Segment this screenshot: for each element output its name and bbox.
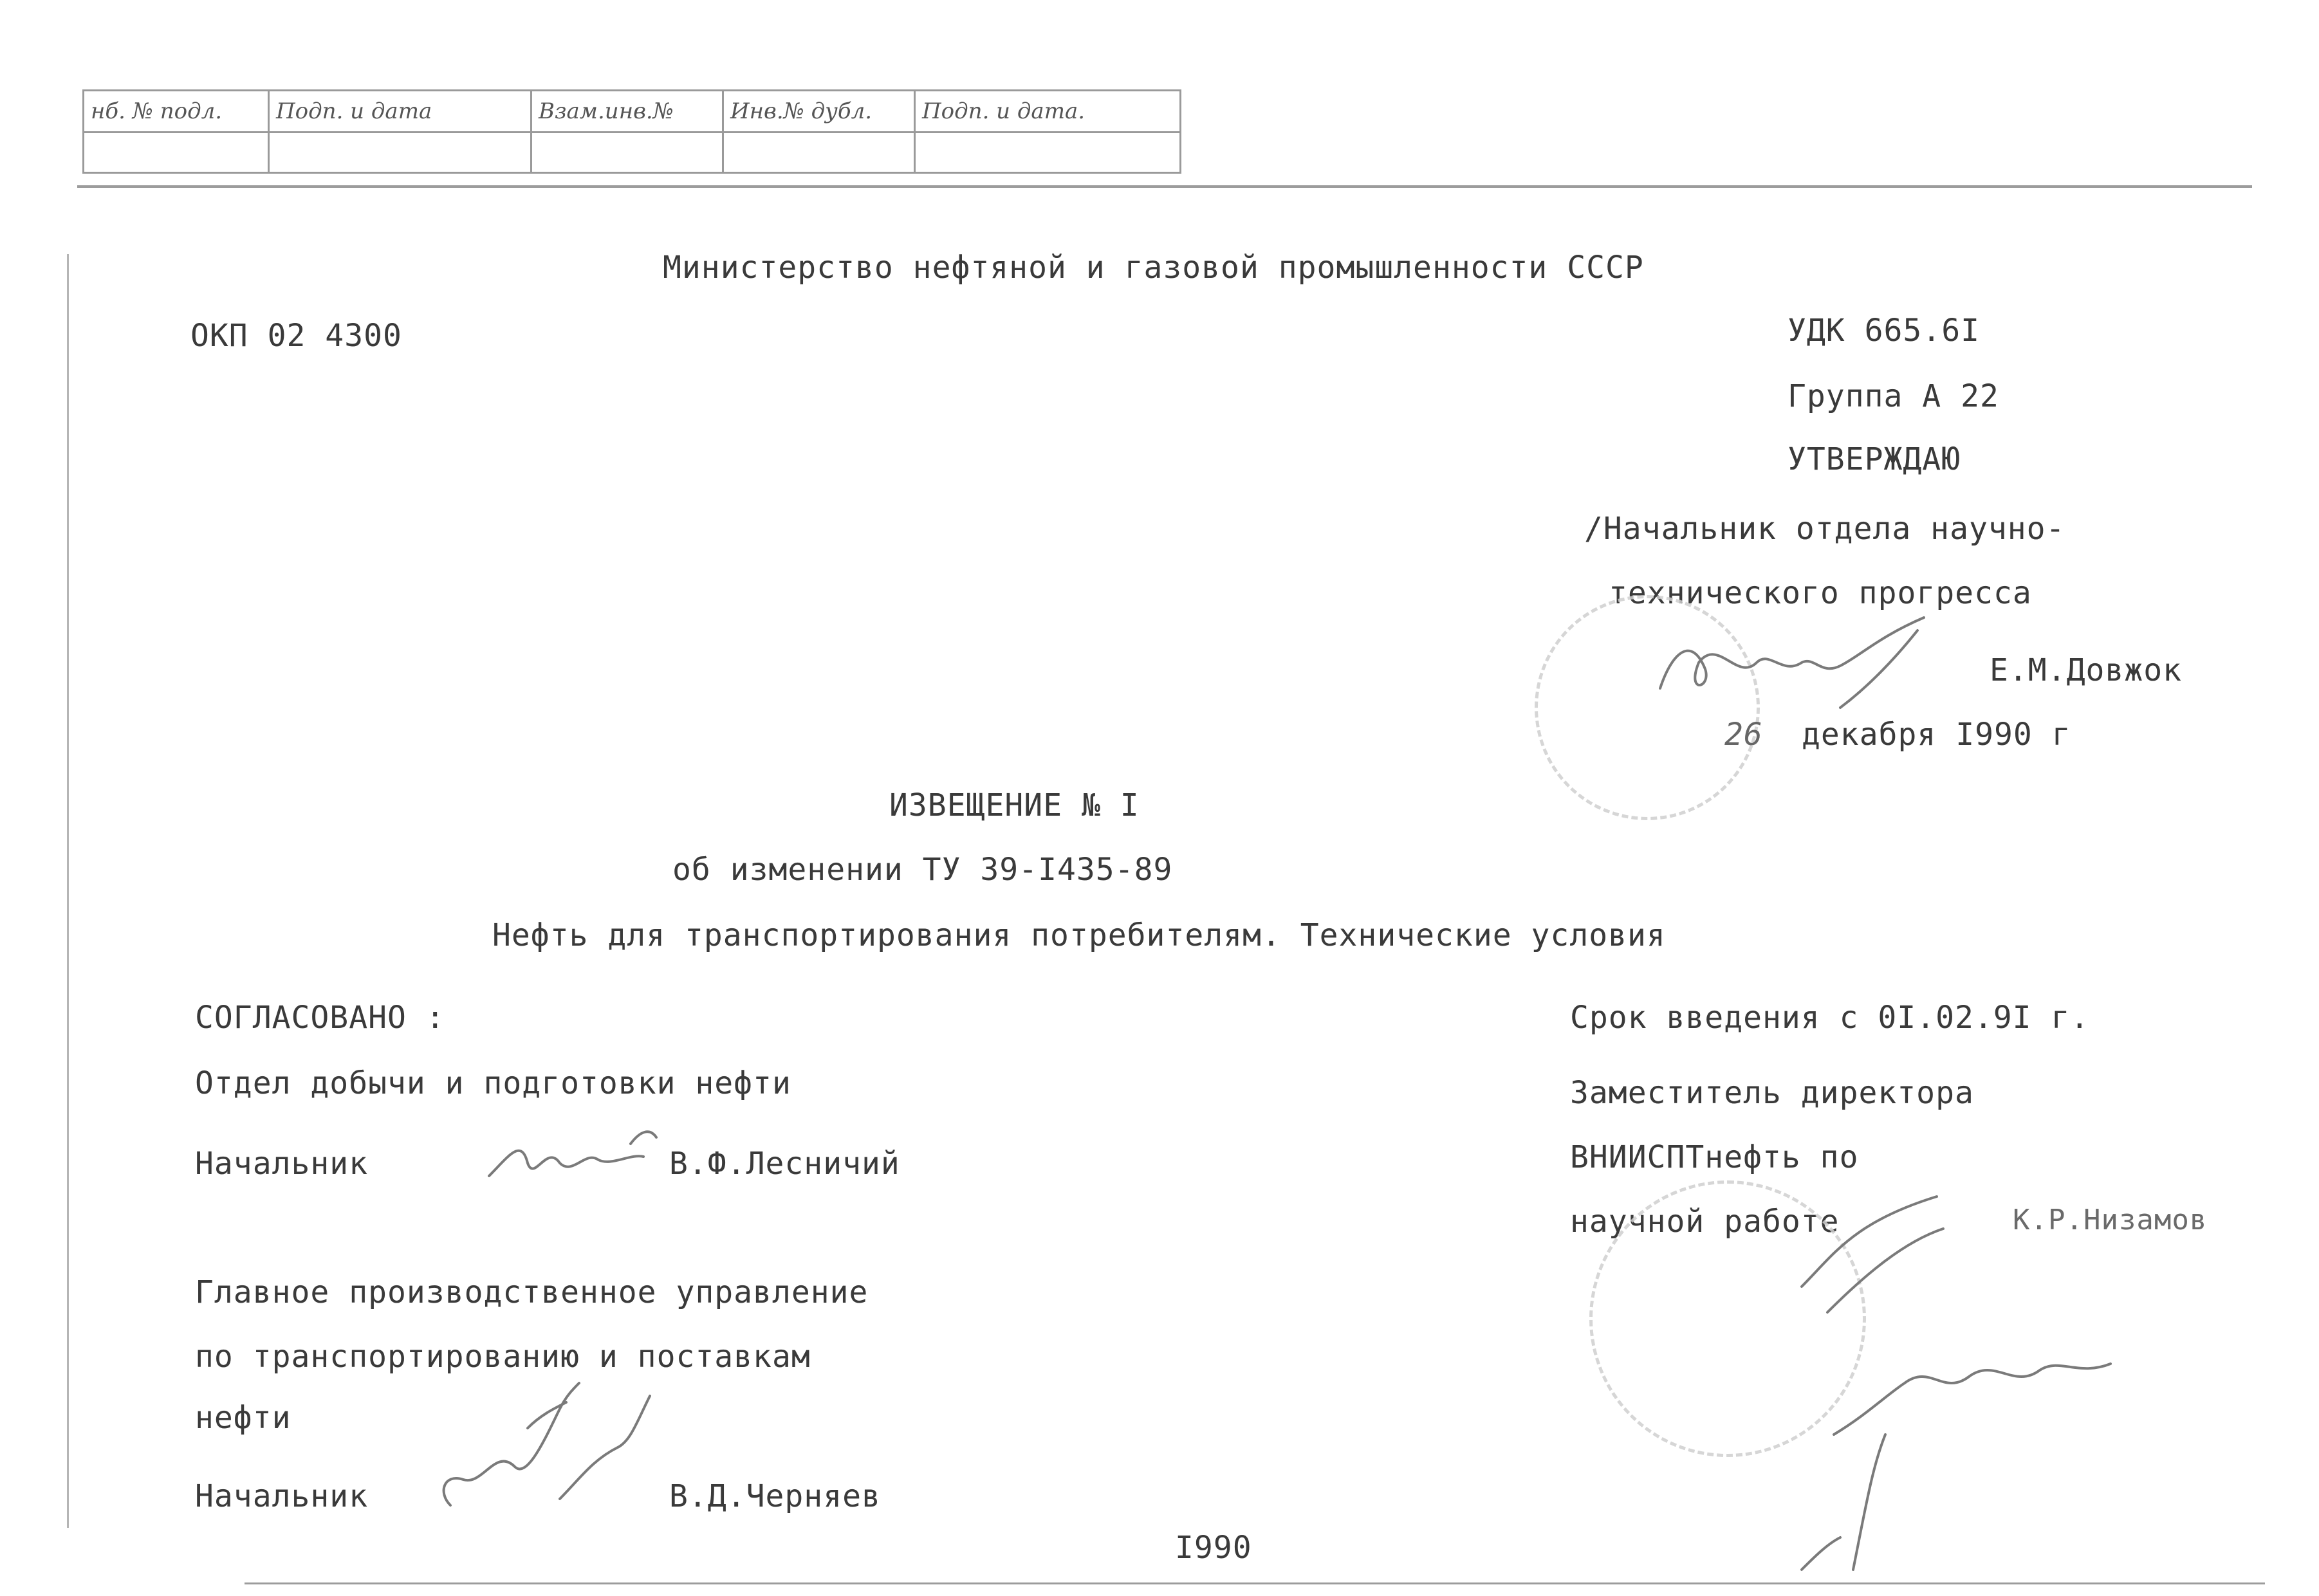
ministry-title: Министерство нефтяной и газовой промышленности СССР — [663, 250, 1644, 286]
approver-position-line1: /Начальник отдела научно- — [1584, 511, 2065, 547]
agreed-dept2-line1: Главное производственное управление — [195, 1274, 869, 1310]
agreed-dept2-line3: нефти — [195, 1400, 291, 1436]
deputy-signature — [1776, 1184, 2162, 1582]
agreed-head2-name: В.Д.Черняев — [669, 1478, 881, 1514]
stamp-cell-inv-orig: нб. № подл. — [84, 91, 269, 133]
top-border-line — [77, 185, 2252, 188]
okp-code: ОКП 02 4300 — [190, 318, 402, 354]
agreed-dept1: Отдел добычи и подготовки нефти — [195, 1065, 791, 1101]
agreed-head1-name: В.Ф.Лесничий — [669, 1146, 900, 1182]
deputy-line1: Заместитель директора — [1570, 1075, 1974, 1111]
document-year: I990 — [1175, 1530, 1252, 1566]
stamp-cell-empty — [269, 133, 531, 173]
agreed-dept2-line2: по транспортированию и поставкам — [195, 1339, 811, 1375]
stamp-cell-sign-date-2: Подп. и дата. — [915, 91, 1181, 133]
agreed-head1-label: Начальник — [195, 1146, 369, 1182]
stamp-cell-empty — [84, 133, 269, 173]
notice-document-name: Нефть для транспортирования потребителям. Технические условия — [492, 917, 1666, 953]
approver-position-line2: технического прогресса — [1609, 575, 2032, 611]
stamp-cell-sign-date: Подп. и дата — [269, 91, 531, 133]
deputy-line3: научной работе — [1570, 1204, 1840, 1240]
deputy-line2: ВНИИСПТнефть по — [1570, 1139, 1859, 1175]
deputy-name: К.Р.Низамов — [2013, 1204, 2208, 1236]
stamp-cell-empty — [915, 133, 1181, 173]
approver-name: Е.М.Довжок — [1990, 652, 2182, 688]
stamp-cell-empty — [531, 133, 723, 173]
stamp-table — [82, 89, 1181, 174]
agreed-label: СОГЛАСОВАНО : — [195, 1000, 445, 1036]
stamp-cell-replace-inv: Взам.инв.№ — [531, 91, 723, 133]
notice-title: ИЗВЕЩЕНИЕ № I — [889, 787, 1140, 823]
head1-signature — [483, 1118, 676, 1189]
group-code: Группа А 22 — [1788, 378, 1999, 414]
approver-signature — [1647, 611, 1963, 720]
notice-subtitle: об изменении ТУ 39-I435-89 — [672, 852, 1173, 888]
left-border-line — [67, 254, 69, 1528]
effective-date: Срок введения с 0I.02.9I г. — [1570, 1000, 2090, 1036]
stamp-cell-inv-dup: Инв.№ дубл. — [723, 91, 915, 133]
agreed-head2-label: Начальник — [195, 1478, 369, 1514]
stamp-cell-empty — [723, 133, 915, 173]
approval-date-day: 26 — [1724, 717, 1763, 753]
bottom-border-line — [245, 1582, 2265, 1584]
stamp-table-empty-row — [84, 133, 1181, 173]
udk-code: УДК 665.6I — [1788, 313, 1980, 349]
approval-date: декабря I990 г — [1802, 717, 2071, 753]
head2-signature — [425, 1370, 682, 1518]
stamp-table-header-row — [84, 91, 1181, 133]
approve-heading: УТВЕРЖДАЮ — [1788, 441, 1961, 477]
